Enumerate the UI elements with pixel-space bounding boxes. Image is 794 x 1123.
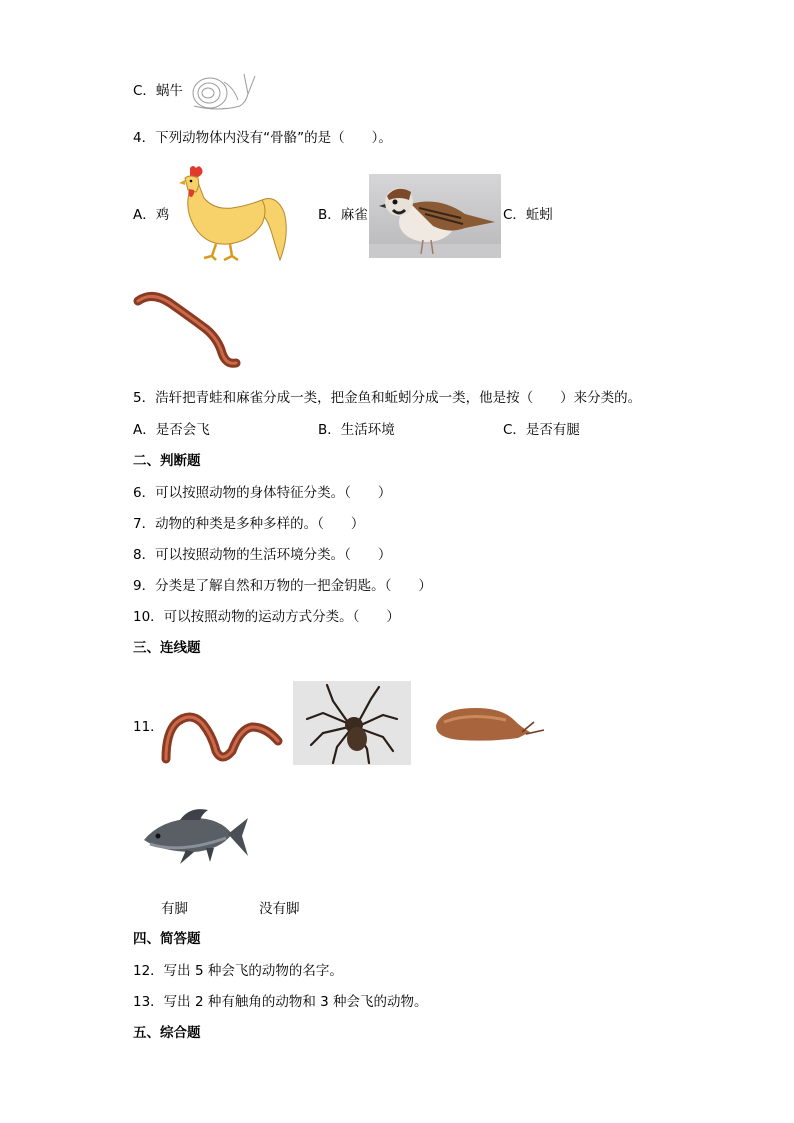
q4-option-a: A．鸡 <box>133 207 170 223</box>
label-with-legs: 有脚 <box>161 901 188 917</box>
label-without-legs: 没有脚 <box>259 901 300 917</box>
q4-option-b: B．麻雀 <box>318 207 368 223</box>
earthworm-icon <box>132 283 250 375</box>
q13: 13．写出 2 种有触角的动物和 3 种会飞的动物。 <box>133 994 428 1010</box>
q7: 7．动物的种类是多种多样的。（ ） <box>133 516 365 532</box>
q5-option-b: B．生活环境 <box>318 422 395 438</box>
snail-icon <box>188 68 260 112</box>
earthworm-match-icon <box>160 697 284 767</box>
q4-option-c: C．蚯蚓 <box>503 207 553 223</box>
q5-option-a: A．是否会飞 <box>133 422 210 438</box>
spider-icon <box>293 681 411 765</box>
q9: 9．分类是了解自然和万物的一把金钥匙。（ ） <box>133 578 432 594</box>
q3-option-c: C．蜗牛 <box>133 83 183 99</box>
slug-icon <box>430 700 548 748</box>
q6: 6．可以按照动物的身体特征分类。（ ） <box>133 485 392 501</box>
q4-stem: 4．下列动物体内没有“骨骼”的是（ ）。 <box>133 130 392 146</box>
q5-stem: 5．浩轩把青蛙和麻雀分成一类，把金鱼和蚯蚓分成一类，他是按（ ）来分类的。 <box>133 390 642 406</box>
rooster-icon <box>176 164 292 264</box>
sparrow-icon <box>369 174 501 258</box>
section-title-comprehensive: 五、综合题 <box>133 1025 201 1041</box>
q12: 12．写出 5 种会飞的动物的名字。 <box>133 963 343 979</box>
section-title-short-answer: 四、简答题 <box>133 931 201 947</box>
q11-number: 11． <box>133 719 164 735</box>
fish-icon <box>140 804 250 870</box>
section-title-matching: 三、连线题 <box>133 640 201 656</box>
section-title-judgment: 二、判断题 <box>133 453 201 469</box>
q8: 8．可以按照动物的生活环境分类。（ ） <box>133 547 392 563</box>
q5-option-c: C．是否有腿 <box>503 422 580 438</box>
q10: 10．可以按照动物的运动方式分类。（ ） <box>133 609 400 625</box>
